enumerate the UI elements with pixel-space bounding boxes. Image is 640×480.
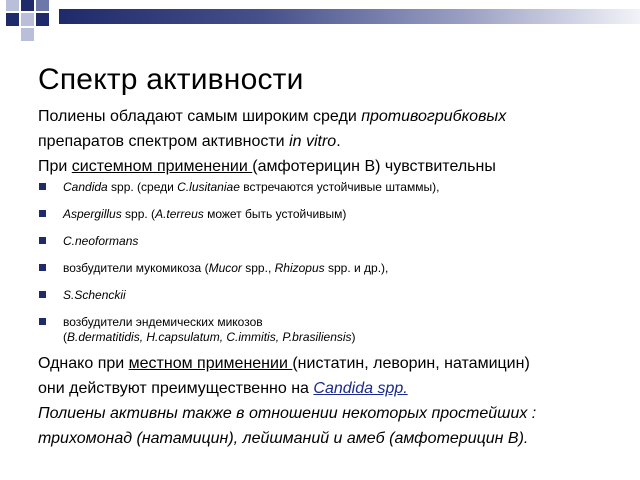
decor-square	[21, 0, 34, 11]
decor-square	[36, 13, 49, 26]
systemic-suffix: (амфотерицин В) чувствительны	[252, 158, 496, 175]
list-item	[38, 288, 628, 303]
local-suffix: (нистатин, леворин, натамицин)	[292, 355, 530, 372]
organism-name: B.dermatitidis, H.capsulatum, C.immitis, P.brasiliensis	[67, 330, 352, 344]
candida-link[interactable]: Candida spp.	[313, 380, 408, 397]
organism-name: C.neoformans	[63, 234, 139, 248]
intro-tail: .	[336, 133, 341, 150]
item-text: spp. (среди	[107, 180, 178, 194]
item-text: spp.,	[241, 261, 275, 275]
decor-square	[21, 13, 34, 26]
square-bullet-icon	[39, 237, 46, 244]
local-prefix: Однако при	[38, 355, 129, 372]
item-text: spp. и др.),	[324, 261, 389, 275]
systemic-use-line	[38, 154, 628, 179]
organism-name: S.Schenckii	[63, 288, 126, 302]
header-decoration	[0, 0, 640, 48]
local-prefix: они действуют преимущественно на	[38, 380, 314, 397]
organism-name: Mucor	[208, 261, 242, 275]
systemic-prefix: При	[38, 158, 72, 175]
organism-name: Rhizopus	[274, 261, 325, 275]
in-vitro-text: in vitro	[289, 133, 337, 150]
organism-name: A.terreus	[155, 207, 204, 221]
decor-square	[6, 13, 19, 26]
local-use-term: местном применении	[128, 355, 293, 372]
item-text: spp. (	[121, 207, 156, 221]
square-bullet-icon	[39, 318, 46, 325]
list-item	[38, 261, 628, 276]
decor-square	[36, 0, 49, 11]
decor-square	[6, 0, 19, 11]
intro-line-2	[38, 129, 628, 154]
item-text: (	[63, 330, 67, 344]
organism-name: C.lusitaniae	[177, 180, 240, 194]
list-item	[38, 207, 628, 222]
list-item	[38, 315, 628, 345]
item-text: возбудители эндемических микозов	[63, 315, 263, 329]
item-text: может быть устойчивым)	[203, 207, 347, 221]
sensitive-organisms-list	[38, 180, 628, 345]
square-bullet-icon	[39, 264, 46, 271]
intro-emphasis: противогрибковых	[361, 108, 507, 125]
slide-title: Спектр активности	[38, 63, 304, 96]
organism-name: Aspergillus	[63, 207, 122, 221]
organism-name: Candida	[63, 180, 108, 194]
list-item	[38, 234, 628, 249]
protozoa-line-1: Полиены активны также в отношении некоторых простейших :	[38, 405, 537, 422]
square-bullet-icon	[39, 291, 46, 298]
slide-content	[38, 60, 628, 451]
square-bullet-icon	[39, 210, 46, 217]
item-text: возбудители мукомикоза (	[63, 261, 209, 275]
list-item	[38, 180, 628, 195]
protozoa-line-2: трихомонад (натамицин), лейшманий и амеб (амфотерицин В).	[38, 430, 529, 447]
local-use-line-1	[38, 351, 628, 376]
item-text: )	[351, 330, 356, 344]
decor-square	[21, 28, 34, 41]
intro-line-1	[38, 104, 628, 129]
intro-text: Полиены обладают самым широким среди	[38, 108, 362, 125]
local-use-line-2	[38, 376, 628, 401]
item-text: встречаются устойчивые штаммы),	[239, 180, 440, 194]
intro-text: препаратов спектром активности	[38, 133, 290, 150]
systemic-use-term: системном применении	[71, 158, 253, 175]
header-gradient-bar	[59, 9, 640, 24]
square-bullet-icon	[39, 183, 46, 190]
